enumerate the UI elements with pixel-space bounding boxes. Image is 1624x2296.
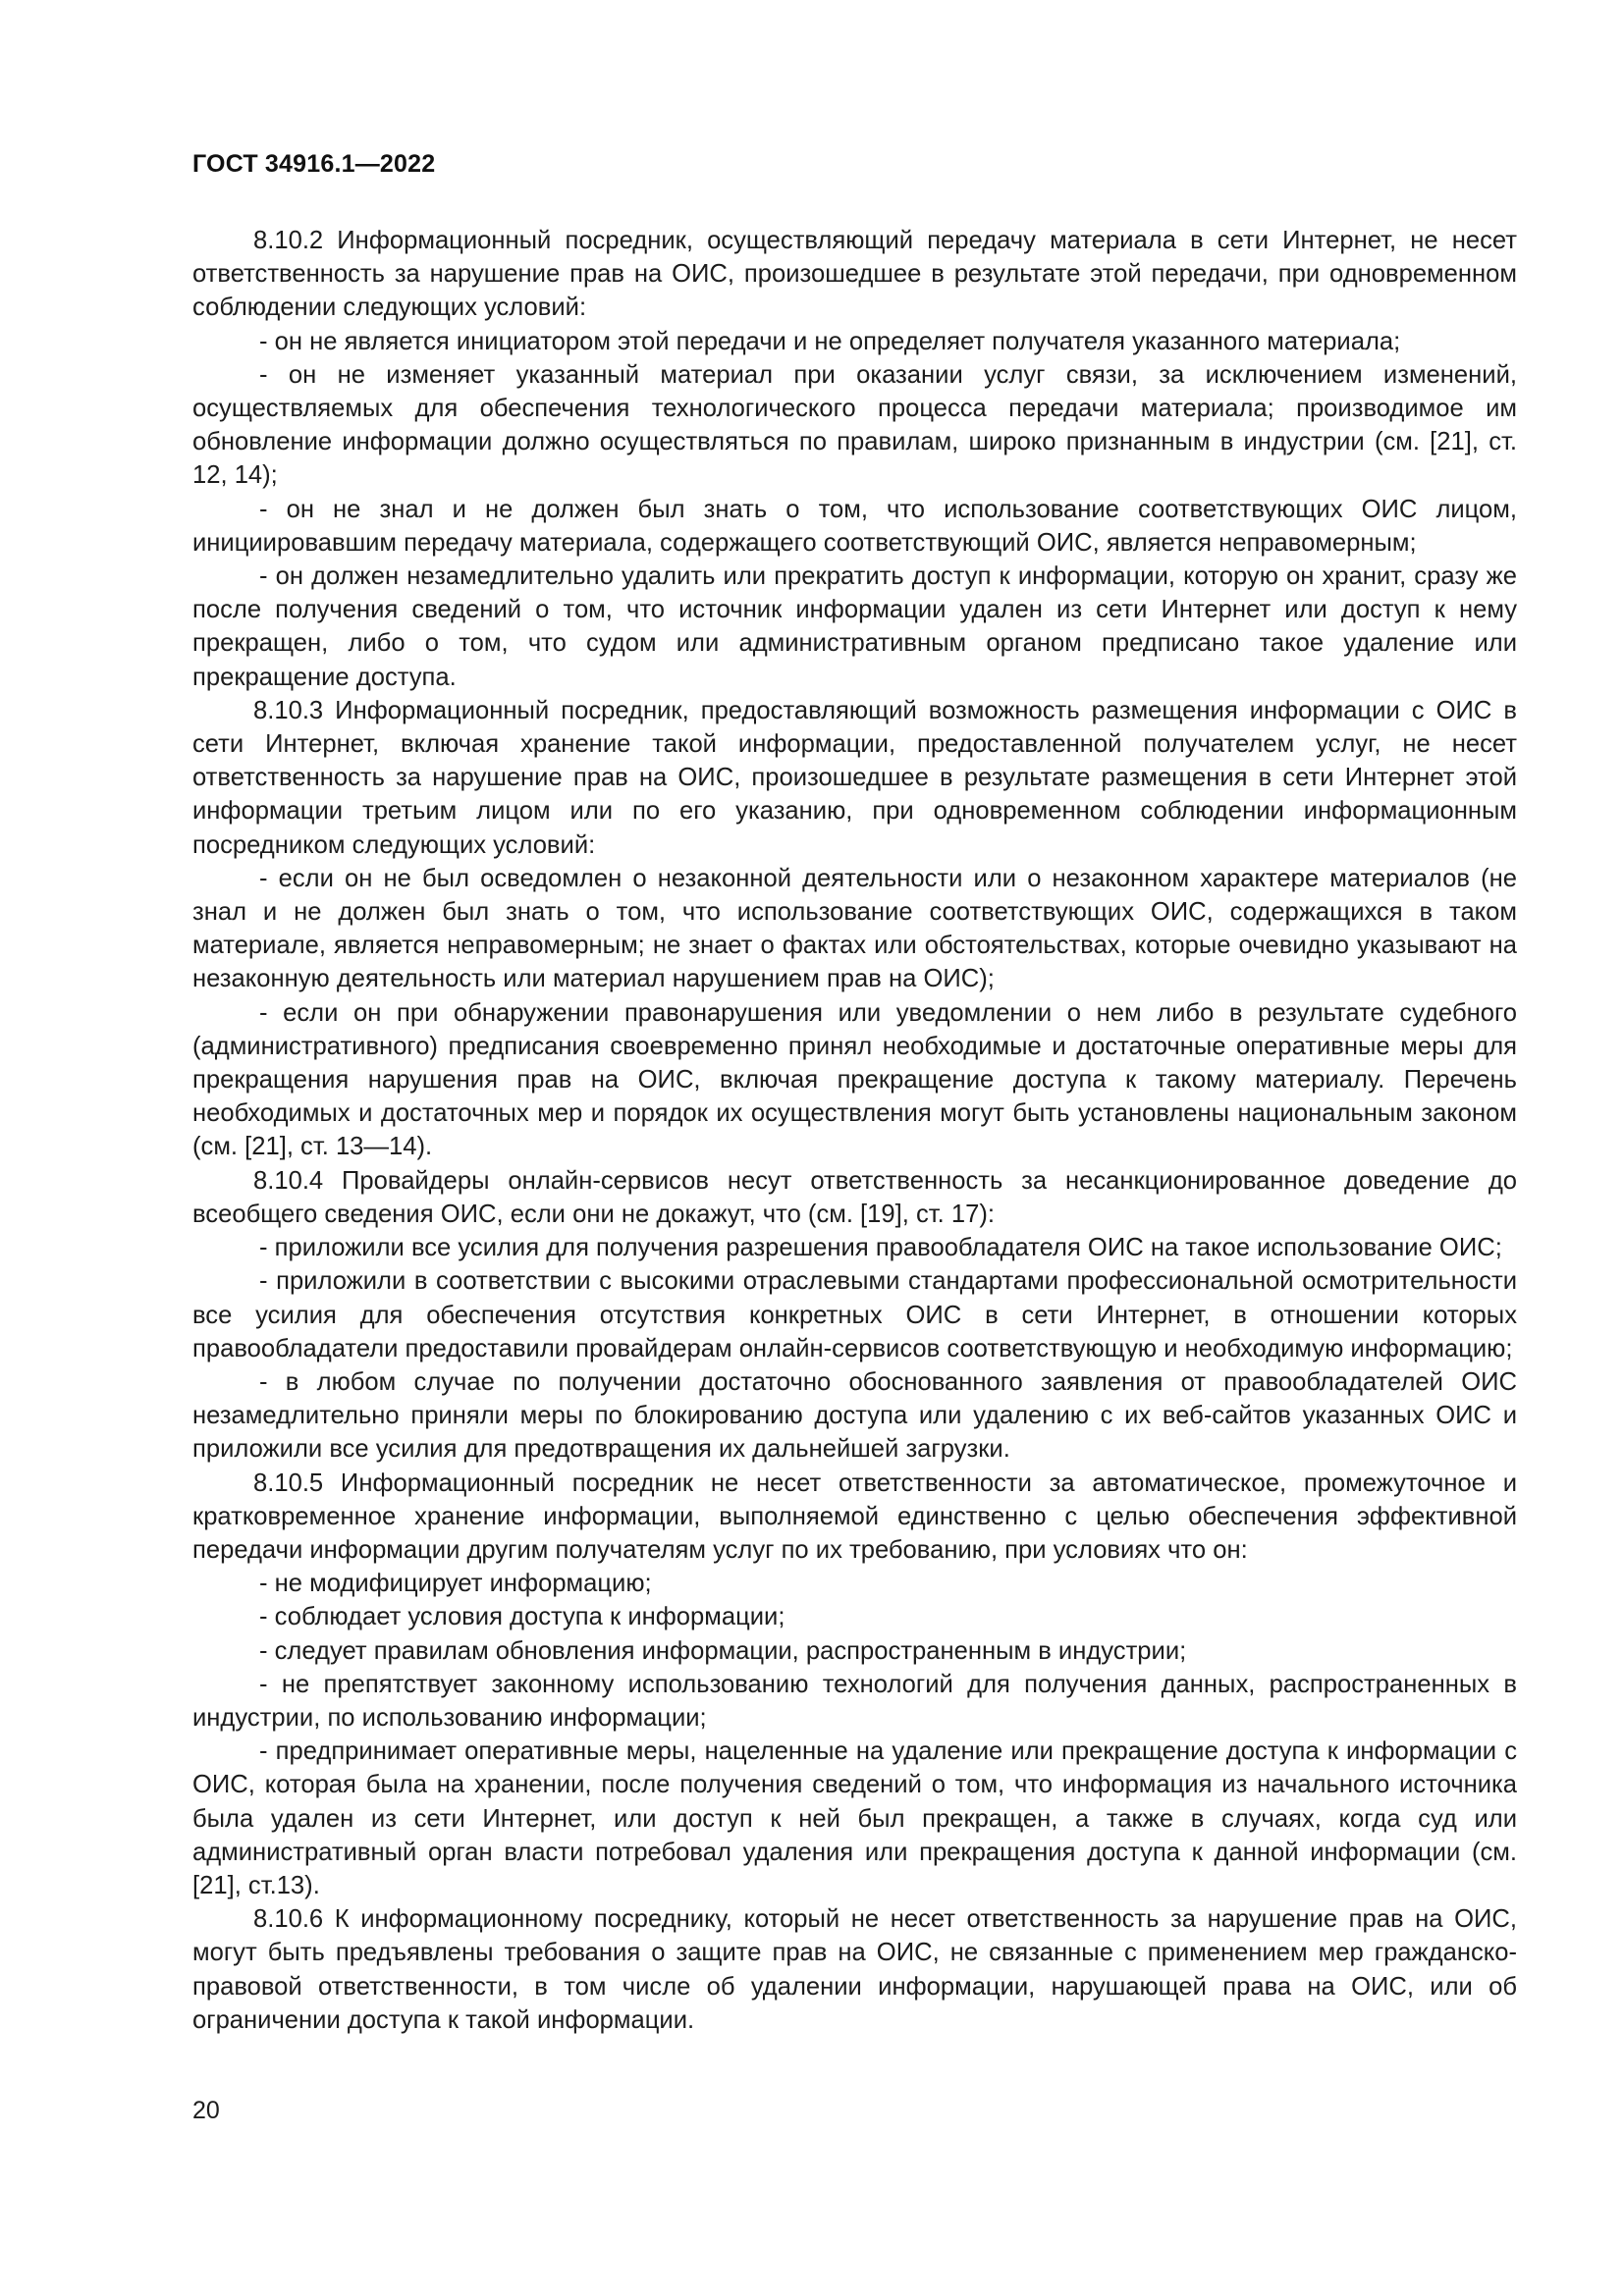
- list-item: - он должен незамедлительно удалить или прекратить доступ к информации, которую он хранит, сразу же после получения сведений о том, что источник информации удален из сети Интернет или доступ к нему прекращен, либо о том, что судом или административным органом предписано такое удаление или прекращение доступа.: [192, 562, 1517, 691]
- list-item: - приложили в соответствии с высокими отраслевыми стандартами профессиональной осмотрительности все усилия для обеспечения отсутствия конкретных ОИС в сети Интернет, в отношении которых правообладатели предоставили провайдерам онлайн-сервисов соответствующую и необходимую информацию;: [192, 1267, 1517, 1362]
- page-number: 20: [192, 2097, 220, 2124]
- clause-8-10-3: 8.10.3 Информационный посредник, предоставляющий возможность размещения информации с ОИС в сети Интернет, включая хранение такой информации, предоставленной получателем услуг, не несет ответственность за нарушение прав на ОИС, произошедшее в результате размещения в сети Интернет этой информации третьим лицом или по его указанию, при одновременном соблюдении информационным посредником следующих условий:: [192, 696, 1517, 859]
- list-item: - он не изменяет указанный материал при оказании услуг связи, за исключением изменений, осуществляемых для обеспечения технологического процесса передачи материала; производимое им обновление информации должно осуществляться по правилам, широко признанным в индустрии (см. [21], ст. 12, 14);: [192, 360, 1517, 490]
- list-item: - в любом случае по получении достаточно обоснованного заявления от правообладателей ОИС незамедлительно приняли меры по блокированию доступа или удалению с их веб-сайтов указанных ОИС и приложили все усилия для предотвращения их дальнейшей загрузки.: [192, 1367, 1517, 1464]
- document-header: ГОСТ 34916.1—2022: [192, 150, 436, 178]
- list-item: - приложили все усилия для получения разрешения правообладателя ОИС на такое использование ОИС;: [259, 1234, 1502, 1262]
- document-body: [192, 224, 1517, 2037]
- list-item: - если он при обнаружении правонарушения или уведомлении о нем либо в результате судебного (административного) предписания своевременно принял необходимые и достаточные оперативные меры для прекращения нарушения прав на ОИС, включая прекращение доступа к такому материалу. Перечень необходимых и достаточных мер и порядок их осуществления могут быть установлены национальным законом (см. [21], ст. 13—14).: [192, 998, 1517, 1161]
- clause-8-10-4: 8.10.4 Провайдеры онлайн-сервисов несут ответственность за несанкционированное доведение до всеобщего сведения ОИС, если они не докажут, что (см. [19], ст. 17):: [192, 1166, 1517, 1228]
- list-item: - предпринимает оперативные меры, нацеленные на удаление или прекращение доступа к информации с ОИС, которая была на хранении, после получения сведений о том, что информация из начального источника была удален из сети Интернет, или доступ к ней был прекращен, а также в случаях, когда суд или административный орган власти потребовал удаления или прекращения доступа к данной информации (см. [21], ст.13).: [192, 1737, 1517, 1899]
- clause-8-10-6: 8.10.6 К информационному посреднику, который не несет ответственность за нарушение прав на ОИС, могут быть предъявлены требования о защите прав на ОИС, не связанные с применением мер гражданско-правовой ответственности, в том числе об удалении информации, нарушающей права на ОИС, или об ограничении доступа к такой информации.: [192, 1905, 1517, 2034]
- list-item: - следует правилам обновления информации, распространенным в индустрии;: [259, 1636, 1187, 1665]
- list-item: - он не знал и не должен был знать о том, что использование соответствующих ОИС лицом, инициировавшим передачу материала, содержащего соответствующий ОИС, является неправомерным;: [192, 495, 1517, 557]
- list-item: - не препятствует законному использованию технологий для получения данных, распространенных в индустрии, по использованию информации;: [192, 1670, 1517, 1732]
- list-item: - соблюдает условия доступа к информации;: [259, 1603, 785, 1631]
- clause-8-10-5: 8.10.5 Информационный посредник не несет ответственности за автоматическое, промежуточное и кратковременное хранение информации, выполняемой единственно с целью обеспечения эффективной передачи информации другим получателям услуг по их требованию, при условиях что он:: [192, 1468, 1517, 1564]
- list-item: - он не является инициатором этой передачи и не определяет получателя указанного материала;: [259, 327, 1401, 355]
- clause-8-10-2: 8.10.2 Информационный посредник, осуществляющий передачу материала в сети Интернет, не несет ответственность за нарушение прав на ОИС, произошедшее в результате этой передачи, при одновременном соблюдении следующих условий:: [192, 227, 1517, 322]
- list-item: - если он не был осведомлен о незаконной деятельности или о незаконном характере материалов (не знал и не должен был знать о том, что использование соответствующих ОИС, содержащихся в таком материале, является неправомерным; не знает о фактах или обстоятельствах, которые очевидно указывают на незаконную деятельность или материал нарушением прав на ОИС);: [192, 864, 1517, 993]
- list-item: - не модифицирует информацию;: [259, 1570, 652, 1598]
